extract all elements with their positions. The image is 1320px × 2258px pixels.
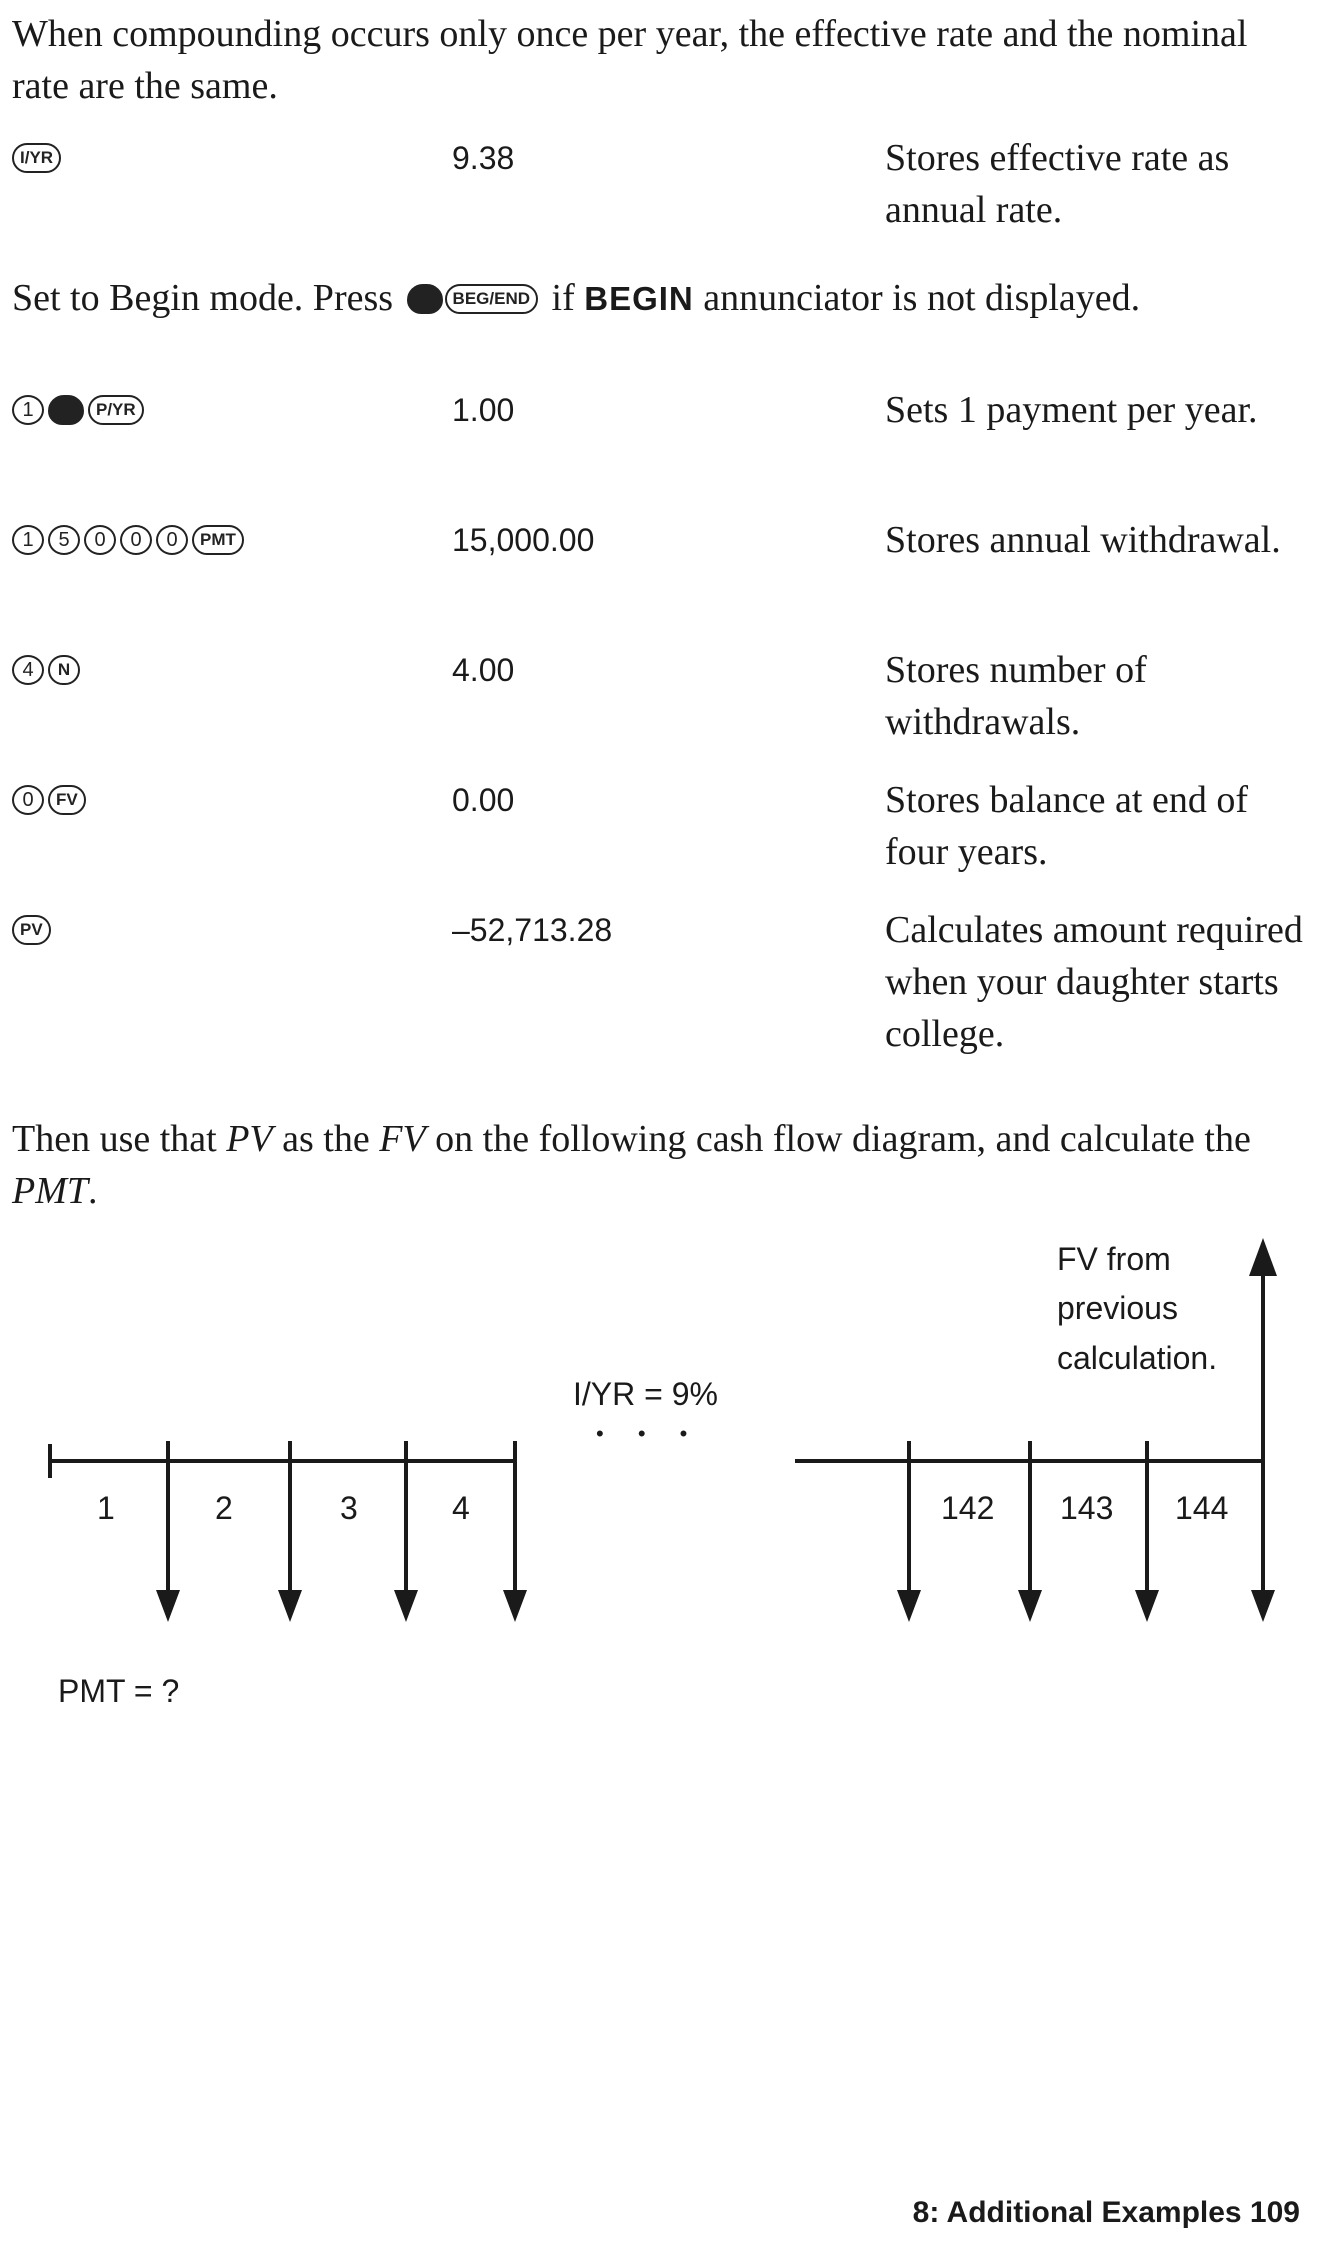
- keystrokes: [12, 774, 86, 826]
- then-text-4: .: [88, 1170, 98, 1212]
- keystroke-row: [12, 904, 1312, 1055]
- period-label: 3: [340, 1490, 358, 1526]
- shift-key-icon: [407, 284, 443, 314]
- rate-label: I/YR = 9%: [573, 1376, 718, 1412]
- begin-text-after: annunciator is not displayed.: [703, 277, 1141, 319]
- fv-key: FV: [48, 785, 86, 815]
- 5-key: 5: [48, 525, 80, 555]
- begin-text-before: Set to Begin mode. Press: [12, 277, 394, 319]
- period-label: 2: [215, 1490, 233, 1526]
- step-description: Stores number of withdrawals.: [885, 649, 1147, 743]
- then-paragraph: [12, 1113, 1302, 1217]
- keystrokes: [12, 384, 144, 436]
- fv-label-line-3: calculation.: [1057, 1340, 1218, 1376]
- then-pv: PV: [226, 1118, 273, 1160]
- down-arrow-icon: [278, 1590, 302, 1622]
- display-value: 9.38: [452, 140, 515, 176]
- i-yr-key: I/YR: [12, 143, 61, 173]
- down-arrow-icon: [897, 1590, 921, 1622]
- down-arrow-icon: [156, 1590, 180, 1622]
- keystrokes: [12, 644, 80, 696]
- display-value: –52,713.28: [452, 912, 613, 948]
- then-text-3: on the following cash flow diagram, and calculate the: [435, 1118, 1251, 1160]
- begin-annunciator: BEGIN: [584, 280, 694, 317]
- keystrokes: [12, 904, 51, 956]
- begin-end-keys: [407, 284, 538, 314]
- 0-key: 0: [84, 525, 116, 555]
- then-pmt: PMT: [12, 1170, 88, 1212]
- keystroke-row: [12, 132, 1312, 231]
- step-description: Stores annual withdrawal.: [885, 519, 1281, 561]
- down-arrow-icon: [1018, 1590, 1042, 1622]
- step-description: Stores balance at end of four years.: [885, 779, 1248, 873]
- intro-paragraph: When compounding occurs only once per year, the effective rate and the nominal rate are the same.: [12, 13, 1248, 107]
- payment-arrows-left: [156, 1441, 527, 1622]
- n-key: N: [48, 655, 80, 685]
- 4-key: 4: [12, 655, 44, 685]
- keystroke-row: [12, 384, 1312, 431]
- then-fv: FV: [379, 1118, 426, 1160]
- 0-key: 0: [12, 785, 44, 815]
- beg-end-key: BEG/END: [445, 284, 538, 314]
- cash-flow-diagram: [0, 1220, 1320, 1720]
- fv-label-line-1: FV from: [1057, 1241, 1171, 1277]
- display-value: 15,000.00: [452, 522, 595, 558]
- keystrokes: [12, 514, 244, 566]
- begin-text-middle: if: [551, 277, 575, 319]
- period-label: 143: [1060, 1490, 1114, 1526]
- step-description: Stores effective rate as annual rate.: [885, 137, 1230, 231]
- ellipsis: • • •: [596, 1421, 702, 1446]
- period-label: 1: [97, 1490, 115, 1526]
- 0-key: 0: [120, 525, 152, 555]
- payment-arrows-right: [897, 1441, 1275, 1622]
- pmt-label: PMT = ?: [58, 1673, 180, 1709]
- down-arrow-icon: [1135, 1590, 1159, 1622]
- period-label: 4: [452, 1490, 470, 1526]
- pmt-key: PMT: [192, 525, 244, 555]
- 1-key: 1: [12, 525, 44, 555]
- fv-label-line-2: previous: [1057, 1290, 1178, 1326]
- 0-key: 0: [156, 525, 188, 555]
- step-description: Calculates amount required when your daughter starts college.: [885, 909, 1303, 1055]
- p-yr-key: P/YR: [88, 395, 144, 425]
- keystroke-row: [12, 514, 1312, 561]
- keystroke-row: [12, 774, 1312, 873]
- display-value: 0.00: [452, 782, 515, 818]
- down-arrow-icon: [1251, 1590, 1275, 1622]
- page-footer: 8: Additional Examples 109: [912, 2196, 1300, 2229]
- down-arrow-icon: [503, 1590, 527, 1622]
- then-text-1: Then use that: [12, 1118, 217, 1160]
- 1-key: 1: [12, 395, 44, 425]
- down-arrow-icon: [394, 1590, 418, 1622]
- period-label: 144: [1175, 1490, 1229, 1526]
- begin-mode-instruction: [12, 272, 1302, 325]
- keystroke-row: [12, 644, 1312, 743]
- display-value: 1.00: [452, 392, 515, 428]
- pv-key: PV: [12, 915, 51, 945]
- up-arrow-icon: [1249, 1238, 1277, 1276]
- step-description: Sets 1 payment per year.: [885, 389, 1258, 431]
- display-value: 4.00: [452, 652, 515, 688]
- period-label: 142: [941, 1490, 995, 1526]
- keystrokes: [12, 132, 61, 184]
- shift-key-icon: [48, 395, 84, 425]
- then-text-2: as the: [282, 1118, 370, 1160]
